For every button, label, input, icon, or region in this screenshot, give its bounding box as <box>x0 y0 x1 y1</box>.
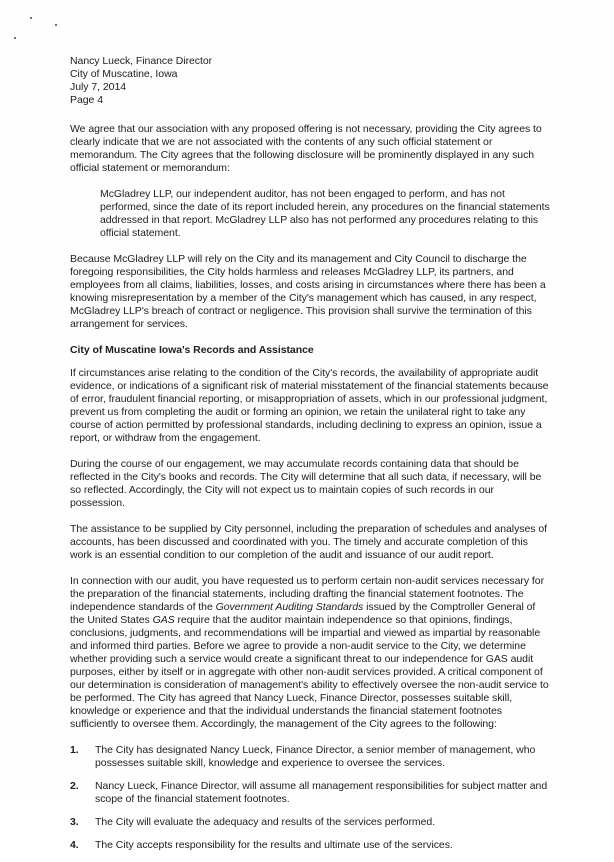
paragraph-disclosure-quote: McGladrey LLP, our independent auditor, has not been engaged to perform, and has not performed, since the date of its report included herein, any procedures on the financial statements addressed in that report. McGladrey LLP also has not performed any procedures relating to this official statement. <box>100 188 550 239</box>
letter-date: July 7, 2014 <box>70 81 127 93</box>
paragraph-non-audit-services: In connection with our audit, you have requested us to perform certain non-audit services necessary for the preparation of the financial statements, including drafting the financial statement footnotes. The independence standards of the Government Auditing Standards issued by the Comptroller General of the United States GAS require that the auditor maintain independence so that opinions, findings, conclusions, judgments, and recommendations will be impartial and viewed as impartial by reasonable and informed third parties. Before we agree to provide a non-audit service to the City, we determine whether providing such a service would create a significant threat to our independence for GAS audit purposes, either by itself or in aggregate with other non-audit services provided. A critical component of our determination is consideration of management's ability to effectively oversee the non-audit service to be performed. The City has agreed that Nancy Lueck, Finance Director, possesses suitable skill, knowledge or experience and that the individual understands the financial statement footnotes sufficiently to oversee them. Accordingly, the management of the City agrees to the following: <box>70 575 549 730</box>
paragraph-city-assistance: The assistance to be supplied by City personnel, including the preparation of schedules and analyses of accounts, has been discussed and coordinated with you. The timely and accurate completion of this work is an essential condition to our completion of the audit and issuance of our audit report. <box>70 523 547 561</box>
paragraph-hold-harmless: Because McGladrey LLP will rely on the City and its management and City Council to discharge the foregoing responsibilities, the City holds harmless and releases McGladrey LLP, its partners, and employees from all claims, liabilities, losses, and costs arising in circumstances where there has been a knowing misrepresentation by a member of the City's management which has caused, in any respect, McGladrey LLP's breach of contract or negligence. This provision shall survive the termination of this arrangement for services. <box>70 253 546 330</box>
list-item-number: 3. <box>70 816 79 828</box>
list-item-number: 4. <box>70 839 79 851</box>
list-item-number: 2. <box>70 780 79 792</box>
paragraph-records-condition: If circumstances arise relating to the condition of the City's records, the availability of appropriate audit evidence, or indications of a significant risk of material misstatement of the financial statements because of error, fraudulent financial reporting, or misappropriation of assets, which in our professional judgment, prevent us from completing the audit or forming an opinion, we retain the unilateral right to take any course of action permitted by professional standards, including declining to express an opinion, issue a report, or withdraw from the engagement. <box>70 367 549 444</box>
list-item-number: 1. <box>70 744 79 756</box>
list-item-text: The City has designated Nancy Lueck, Finance Director, a senior member of management, who possesses suitable skill, knowledge and experience to oversee the services. <box>95 744 536 769</box>
list-item-text: Nancy Lueck, Finance Director, will assume all management responsibilities for subject matter and scope of the financial statement footnotes. <box>95 780 548 805</box>
paragraph-accumulated-records: During the course of our engagement, we may accumulate records containing data that should be reflected in the City's books and records. The City will determine that all such data, if necessary, will be so reflected. Accordingly, the City will not expect us to maintain copies of such records in our possession. <box>70 458 542 509</box>
page-number: Page 4 <box>70 94 103 106</box>
recipient-organization: City of Muscatine, Iowa <box>70 68 178 80</box>
paragraph-offering-association: We agree that our association with any proposed offering is not necessary, providing the City agrees to clearly indicate that we are not associated with the contents of any such official statement or memorandum. The City agrees that the following disclosure will be prominently displayed in any such official statement or memorandum: <box>70 123 542 174</box>
list-item <box>70 744 550 770</box>
scan-artifact-speck <box>14 37 16 39</box>
scan-artifact-speck <box>30 17 32 19</box>
list-item-text: The City will evaluate the adequacy and results of the services performed. <box>95 816 436 828</box>
section-heading-records-assistance: City of Muscatine Iowa's Records and Assistance <box>70 344 314 356</box>
list-item <box>70 839 550 852</box>
list-item <box>70 816 550 829</box>
letter-content <box>70 55 550 862</box>
list-item <box>70 780 550 806</box>
letter-header <box>70 55 550 107</box>
scan-artifact-speck <box>55 24 57 26</box>
recipient-name: Nancy Lueck, Finance Director <box>70 55 213 67</box>
management-agreement-list <box>70 744 550 852</box>
list-item-text: The City accepts responsibility for the results and ultimate use of the services. <box>95 839 453 851</box>
